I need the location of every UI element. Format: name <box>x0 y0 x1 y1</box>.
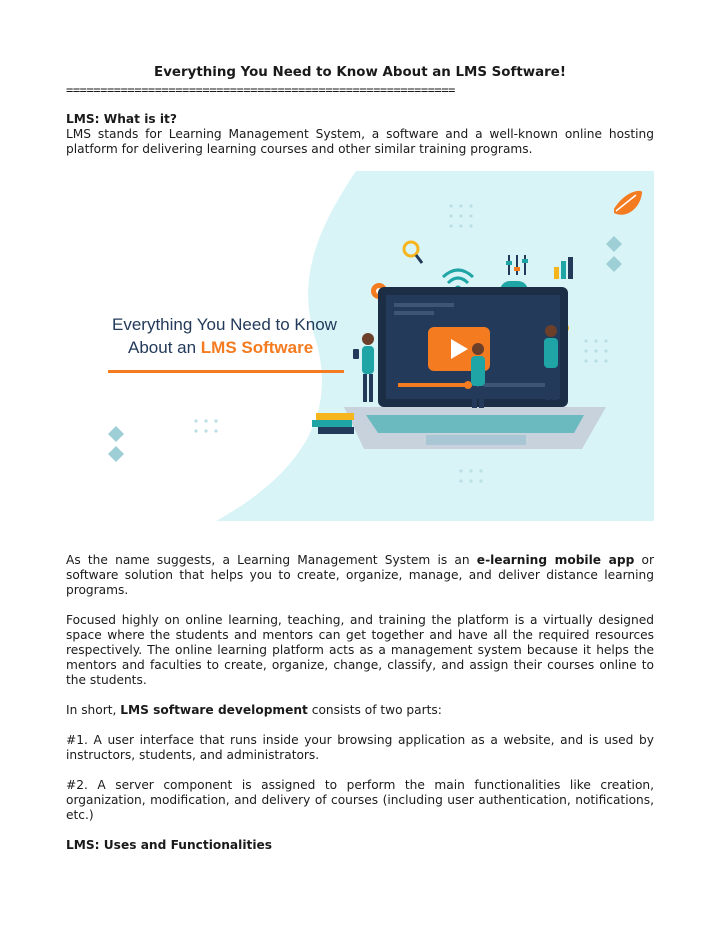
phone-icon <box>353 349 359 359</box>
list-item-user-interface: #1. A user interface that runs inside your browsing application as a website, and is used by instructors, students, and administrators. <box>66 733 654 762</box>
section-heading-what-is-it: LMS: What is it? <box>66 112 177 126</box>
hero-underline <box>108 370 344 373</box>
hero-illustration <box>66 171 654 521</box>
document-page <box>66 64 654 853</box>
hero-headline-line2: About an LMS Software <box>128 338 314 357</box>
document-title: Everything You Need to Know About an LMS Software! <box>154 65 566 80</box>
list-item-server-component: #2. A server component is assigned to perform the main functionalities like creation, organization, modification, and delivery of courses (including user authentication, notifications, etc.) <box>66 778 654 822</box>
lms-development-bold-text: LMS software development <box>120 703 308 717</box>
paragraph-in-short: In short, LMS software development consists of two parts: <box>66 703 442 717</box>
books-icon <box>312 413 354 434</box>
paragraph-focused: Focused highly on online learning, teaching, and training the platform is a virtually designed space where the students and mentors can get together and have all the required resources respectively. The online learning platform acts as a management system because it helps the mentors and faculties to create, organize, change, classify, and assign their courses online to the students. <box>66 613 654 687</box>
hero-headline-line1: Everything You Need to Know <box>112 315 337 334</box>
section-heading-uses: LMS: Uses and Functionalities <box>66 838 273 852</box>
sliders-icon <box>506 255 528 275</box>
title-underline-rule: ========================================================= <box>66 83 456 97</box>
paragraph-name-suggests: As the name suggests, a Learning Management System is an e-learning mobile app or software solution that helps you to create, organize, manage, and deliver distance learning programs. <box>66 553 654 597</box>
hero-illustration-svg <box>66 171 654 521</box>
e-learning-app-link-text: e-learning mobile app <box>476 553 635 567</box>
intro-paragraph: LMS stands for Learning Management System, a software and a well-known online hosting platform for delivering learning courses and other similar training programs. <box>66 127 654 156</box>
